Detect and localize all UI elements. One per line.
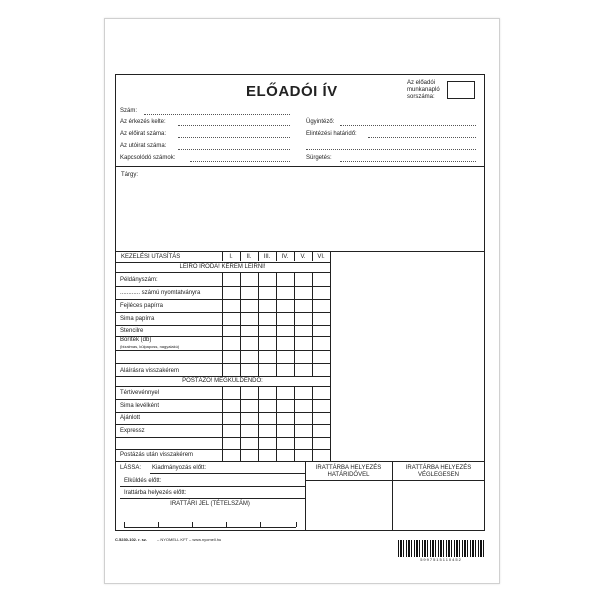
row-rule: [392, 480, 485, 481]
field-clerk-line[interactable]: [340, 125, 476, 126]
row-rule: [150, 473, 305, 474]
subject-bottom-rule: [115, 251, 485, 252]
field-prev-doc-line[interactable]: [178, 137, 290, 138]
ruler-tick: [192, 522, 193, 527]
col-rule: [240, 251, 241, 261]
col-rule: [312, 386, 313, 461]
row-registered: Ajánlott: [120, 415, 141, 421]
field-deadline-line[interactable]: [368, 137, 476, 138]
subject-area[interactable]: [115, 167, 485, 251]
envelope-note: (bizalmas, külpaposs, nagyalakú): [120, 344, 180, 349]
row-copies: Példányszám:: [120, 277, 158, 283]
col-rule: [312, 251, 313, 261]
col-v: V.: [300, 254, 306, 260]
col-rule: [294, 251, 295, 261]
row-signature-return: Aláírásra visszakérem: [120, 368, 180, 374]
row-return-after-post: Postázás után visszakérem: [120, 452, 194, 458]
row-plain-letter: Sima levélként: [120, 403, 160, 409]
barcode: [398, 540, 484, 557]
row-rule: [115, 262, 330, 263]
section-post-label: POSTÁZÓ! MEGKÜLDENDŐ:: [182, 378, 263, 384]
col-rule: [240, 386, 241, 461]
register-note-line-1: Az előadói: [407, 80, 436, 86]
col-ii: II.: [246, 254, 252, 260]
col-iii: III.: [263, 254, 271, 260]
row-express: Expressz: [120, 428, 145, 434]
field-clerk-label: Ügyintéző:: [306, 119, 335, 125]
handling-header: KEZELÉSI UTASÍTÁS: [121, 254, 181, 260]
barcode-number: 5997515110452: [420, 557, 462, 562]
col-rule: [312, 272, 313, 376]
col-rule: [222, 386, 223, 461]
print-publisher: – NYOMELL KFT – www.nyomell.hu: [157, 537, 222, 542]
register-note-line-3: sorszáma:: [407, 94, 435, 100]
ruler-tick: [226, 522, 227, 527]
archive-deadline-line-2: HATÁRIDŐVEL: [327, 472, 370, 478]
section-office-label: LEÍRÓ IRODA! KÉREM LEÍRNI!: [179, 264, 266, 270]
field-number-label: Szám:: [120, 108, 138, 114]
col-rule: [276, 251, 277, 261]
ruler-tick: [158, 522, 159, 527]
col-rule: [222, 272, 223, 376]
seen-before-issue: Kiadmányozás előtt:: [152, 465, 207, 471]
form-title: ELŐADÓI ÍV: [246, 83, 338, 100]
seen-before-send: Elküldés előtt:: [124, 478, 162, 484]
register-number-box[interactable]: [447, 81, 475, 99]
ruler-tick: [260, 522, 261, 527]
field-deadline-label: Elintézési határidő:: [306, 131, 357, 137]
col-vi: VI.: [317, 254, 325, 260]
register-note-line-2: munkanapló: [407, 87, 440, 93]
field-next-doc-label: Az utóirat száma:: [120, 143, 167, 149]
archive-final-line-1: IRATTÁRBA HELYEZÉS: [405, 465, 472, 471]
row-stencil: Stencilre: [120, 328, 144, 334]
field-arrival-label: Az érkezés kelte:: [120, 119, 166, 125]
field-number-line[interactable]: [144, 114, 290, 115]
field-related-line[interactable]: [190, 161, 290, 162]
row-envelope: Boríték (db): [120, 337, 152, 343]
row-plain-paper: Sima papírra: [120, 316, 155, 322]
row-rule: [120, 498, 305, 499]
row-form-number: ............ számú nyomtatványra: [120, 290, 201, 296]
col-rule: [294, 272, 295, 376]
field-extra-line[interactable]: [306, 149, 476, 150]
field-prev-doc-label: Az előirat száma:: [120, 131, 167, 137]
archive-deadline-line-1: IRATTÁRBA HELYEZÉS: [315, 465, 382, 471]
row-return-receipt: Tértivevénnyel: [120, 390, 160, 396]
col-rule: [276, 272, 277, 376]
field-urge-line[interactable]: [340, 161, 476, 162]
seen-before-archive: Irattárba helyezés előtt:: [124, 490, 187, 496]
subject-label: Tárgy:: [121, 172, 139, 178]
col-rule: [276, 386, 277, 461]
table-right-rule: [330, 251, 331, 461]
seen-label: LÁSSA:: [120, 465, 142, 471]
footer-top-rule: [115, 461, 485, 462]
archive-code-label: IRATTÁRI JEL (TÉTELSZÁM): [170, 501, 250, 507]
col-rule: [294, 386, 295, 461]
print-code: C.5230-102. r. sz.: [115, 537, 148, 542]
row-rule: [115, 376, 330, 377]
archive-code-ruler[interactable]: [124, 527, 296, 528]
ruler-tick: [124, 522, 125, 527]
field-urge-label: Sürgetés:: [306, 155, 332, 161]
col-rule: [258, 272, 259, 376]
col-i: I.: [229, 254, 233, 260]
col-rule: [240, 272, 241, 376]
col-rule: [222, 251, 223, 261]
field-arrival-line[interactable]: [178, 125, 290, 126]
form-frame: [115, 74, 485, 531]
col-rule: [258, 386, 259, 461]
field-related-label: Kapcsolódó számok:: [120, 155, 176, 161]
col-rule: [258, 251, 259, 261]
col-iv: IV.: [281, 254, 289, 260]
ruler-tick: [296, 522, 297, 527]
row-rule: [305, 480, 392, 481]
row-rule: [120, 486, 305, 487]
row-letterhead: Fejléces papírra: [120, 303, 164, 309]
field-next-doc-line[interactable]: [178, 149, 290, 150]
archive-final-line-2: VÉGLEGESEN: [417, 472, 459, 478]
